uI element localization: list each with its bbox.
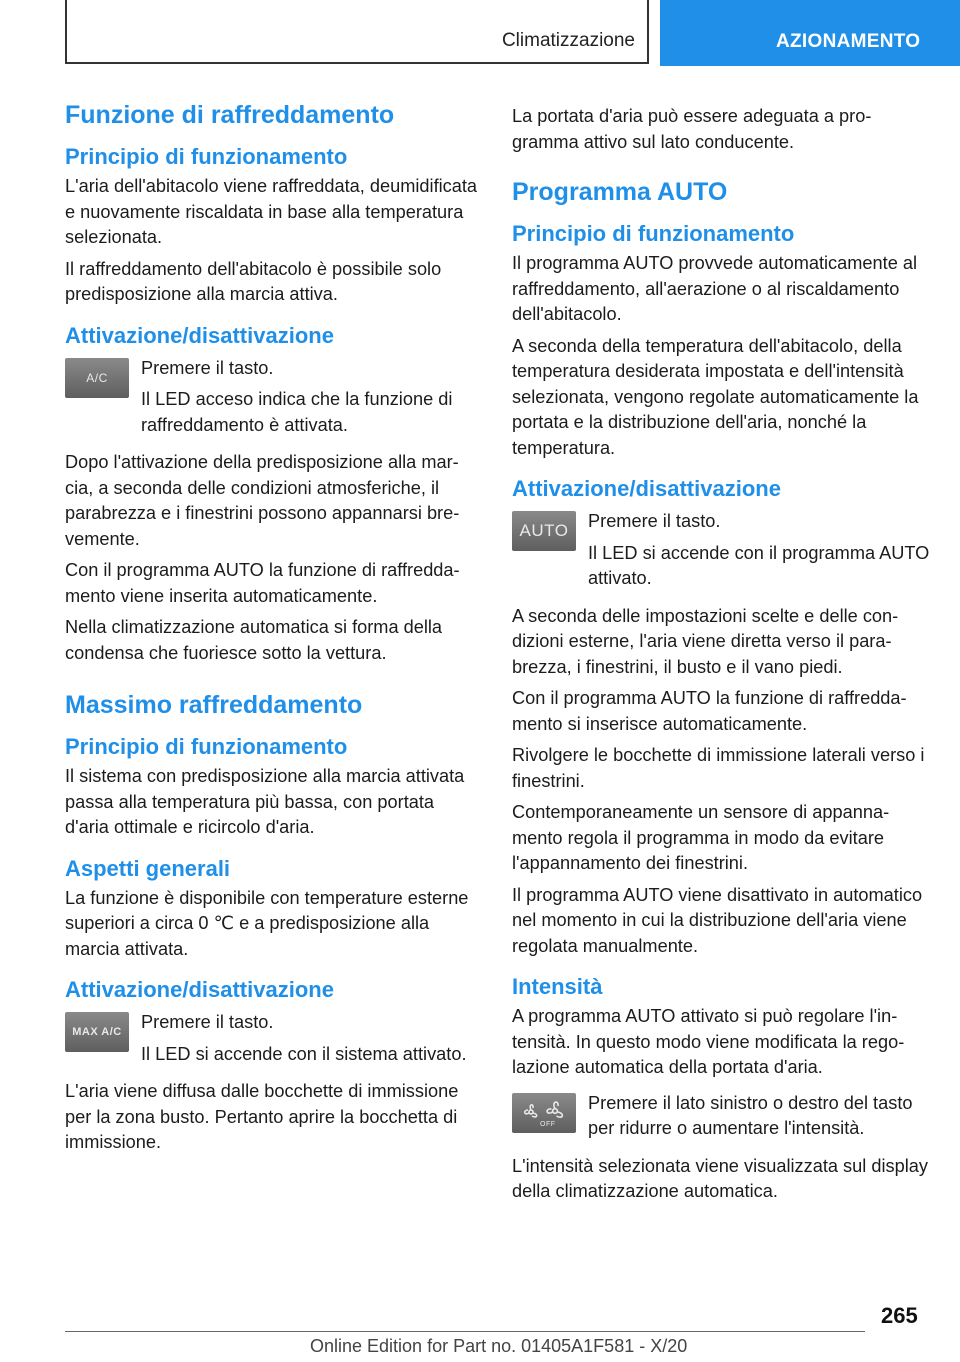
ac-button-icon bbox=[65, 358, 129, 398]
instruction-auto-key bbox=[512, 509, 930, 592]
heading-auto-onoff: Attivazione/disattivazione bbox=[512, 476, 781, 501]
heading-cooling-onoff: Attivazione/disattivazione bbox=[65, 322, 334, 348]
fan-intensity-button-icon bbox=[512, 1093, 576, 1133]
ac-key-label: A/C bbox=[86, 370, 108, 385]
footer-divider bbox=[65, 1331, 865, 1332]
paragraph: Premere il tasto. bbox=[588, 511, 721, 531]
heading-max-onoff: Attivazione/disattivazione bbox=[65, 977, 334, 1002]
paragraph: L'aria dell'abitacolo viene raffreddata, deumidificata e nuovamente riscaldata in base alla temperatura selezionata. bbox=[65, 176, 478, 247]
paragraph: Premere il tasto. bbox=[141, 357, 274, 378]
header-section-tab bbox=[65, 0, 649, 64]
paragraph: La portata d'aria può essere adeguata a programma attivo sul lato conducente. bbox=[512, 106, 872, 152]
heading-auto-program: Programma AUTO bbox=[512, 178, 728, 206]
paragraph: Il LED si accende con il sistema attivato. bbox=[141, 1043, 467, 1064]
instruction-ac-key bbox=[65, 356, 480, 439]
paragraph: Il programma AUTO viene disattivato in automatico nel momento in cui la distribuzione dell'aria viene regolata manualmente. bbox=[512, 884, 923, 956]
paragraph: L'aria viene diffusa dalle bocchette di immissione per la zona busto. Pertanto aprire la bocchetta di immissione. bbox=[65, 1081, 459, 1152]
heading-cooling-principle: Principio di funzionamento bbox=[65, 144, 348, 169]
heading-cooling-function: Funzione di raffreddamento bbox=[65, 101, 395, 129]
paragraph: Con il programma AUTO la funzione di raffreddamento viene inserita automaticamente. bbox=[65, 560, 460, 606]
paragraph: Nella climatizzazione automatica si forma della condensa che fuoriesce sotto la vettura. bbox=[65, 617, 443, 663]
heading-auto-principle: Principio di funzionamento bbox=[512, 221, 795, 246]
heading-intensity: Intensità bbox=[512, 974, 603, 999]
auto-button-icon bbox=[512, 511, 576, 551]
max-ac-button-icon bbox=[65, 1012, 129, 1052]
paragraph: Il raffreddamento dell'abitacolo è possibile solo predisposizione alla marcia attiva. bbox=[65, 258, 442, 304]
paragraph: Il LED si accende con il programma AUTO attivato. bbox=[588, 542, 930, 588]
paragraph: Il programma AUTO provvede automaticamente al raffreddamento, all'aerazione o al riscaldamento dell'abitacolo. bbox=[512, 253, 918, 324]
header-section-title: Climatizzazione bbox=[501, 30, 635, 51]
paragraph: L'intensità selezionata viene visualizzata sul display della climatizzazione automatica. bbox=[512, 1155, 928, 1201]
heading-general-aspects: Aspetti generali bbox=[65, 855, 231, 881]
paragraph: A programma AUTO attivato si può regolare l'intensità. In questo modo viene modificata la regolazione automatica della portata d'aria. bbox=[512, 1006, 905, 1077]
paragraph: Con il programma AUTO la funzione di raffreddamento si inserisce automaticamente. bbox=[512, 688, 907, 734]
instruction-maxac-key bbox=[65, 1010, 480, 1067]
max-ac-key-label: MAX A/C bbox=[72, 1026, 122, 1038]
paragraph: Il sistema con predisposizione alla marcia attivata passa alla temperatura più bassa, con portata d'aria ottimale e ricircolo d'aria. bbox=[65, 766, 465, 837]
paragraph: Dopo l'attivazione della predisposizione alla marcia, a seconda delle condizioni atmosferiche, il parabrezza e i finestrini possono appannarsi brevemente. bbox=[65, 452, 460, 549]
left-column bbox=[65, 100, 480, 1156]
page-number: 265 bbox=[881, 1303, 918, 1328]
paragraph: La funzione è disponibile con temperature esterne superiori a circa 0 ℃ e a predisposizione alla marcia attivata. bbox=[65, 887, 469, 959]
instruction-fan-key bbox=[512, 1091, 930, 1142]
paragraph: Premere il lato sinistro o destro del tasto per ridurre o aumentare l'intensità. bbox=[588, 1092, 913, 1138]
paragraph: Rivolgere le bocchette di immissione laterali verso i finestrini. bbox=[512, 745, 925, 791]
paragraph: A seconda della temperatura dell'abitacolo, della temperatura desiderata impostata e dell'intensità selezionata, vengono regolate automaticamente la portata e la distribuzione dell'aria, nonché la temperatura. bbox=[512, 335, 919, 458]
footer-edition: Online Edition for Part no. 01405A1F581 - X/20 bbox=[310, 1336, 688, 1356]
paragraph: Il LED acceso indica che la funzione di raffreddamento è attivata. bbox=[141, 389, 453, 435]
paragraph: Premere il tasto. bbox=[141, 1012, 274, 1032]
heading-max-cooling: Massimo raffreddamento bbox=[65, 691, 363, 719]
header-chapter-title: AZIONAMENTO bbox=[776, 31, 921, 52]
right-column bbox=[512, 100, 930, 1205]
fan-off-label: OFF bbox=[540, 1120, 556, 1128]
paragraph: Contemporaneamente un sensore di appannamento regola il programma in modo da evitare l'appannamento dei finestrini. bbox=[512, 802, 890, 873]
heading-max-principle: Principio di funzionamento bbox=[65, 734, 348, 759]
header-chapter-tab bbox=[660, 0, 960, 66]
auto-key-label: AUTO bbox=[519, 521, 569, 540]
paragraph: A seconda delle impostazioni scelte e delle condizioni esterne, l'aria viene diretta verso il parabrezza, i finestrini, il busto e il vano piedi. bbox=[512, 605, 899, 677]
fan-icon bbox=[516, 1098, 572, 1128]
